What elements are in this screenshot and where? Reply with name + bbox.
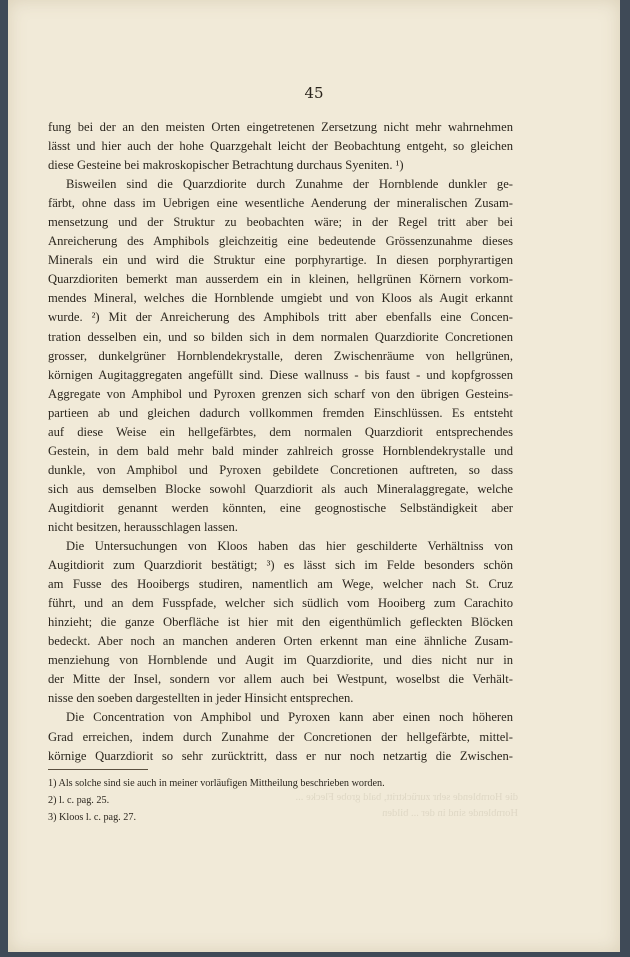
text-line: hinzieht; die ganze Oberfläche ist hier mit den eigenthümlich gefleckten Blöcken [48,615,513,630]
text-line: Die Untersuchungen von Kloos haben das hier geschilderte Verhältniss von [66,539,513,554]
text-line: sich aus demselben Blocke sowohl Quarzdiorit als auch Mineralaggregate, welche [48,481,513,496]
text-line: Quarzdioriten bemerkt man ausserdem ein in kleinen, hellgrünen Körnern vorkom- [48,272,513,287]
bleed-line: Hornblende sind in der ... bilden [382,808,518,819]
text-line: Gestein, in dem bald mehr bald minder zahlreich grosse Hornblendekrystalle und [48,443,513,458]
text-line: Die Concentration von Amphibol und Pyroxen kann aber einen noch höheren [66,710,513,725]
footnote: 2) l. c. pag. 25. [48,795,110,806]
text-line: grosser, dunkelgrüner Hornblendekrystalle, deren Zwischenräume von hellgrünen, [48,348,513,363]
text-line: partieen ab und gleichen dadurch vollkommen fremden Einschlüssen. Es entsteht [48,405,513,420]
text-line: Aggregate von Amphibol und Pyroxen grenzen sich scharf von den übrigen Gesteins- [48,386,513,401]
text-line: lässt und hier auch der hohe Quarzgehalt leicht der Beobachtung entgeht, so gleichen [48,139,513,154]
text-line: wurde. ²) Mit der Anreicherung des Amphibols tritt aber ebenfalls eine Concen- [48,310,513,325]
text-line: diese Gesteine bei makroskopischer Betrachtung durchaus Syeniten. ¹) [48,158,404,173]
text-line: Minerals ein und wird die Struktur eine porphyrartige. In diesen porphyrartigen [48,253,513,268]
text-line: körnigen Augitaggregaten angefüllt sind. Diese wallnuss - bis faust - und kopfgrossen [48,367,513,382]
footnote: 1) Als solche sind sie auch in meiner vorläufigen Mittheilung beschrieben worden. [48,778,385,789]
body-text [48,118,513,766]
text-line: Grad erreichen, indem durch Zunahme der Concretionen der hellgefärbte, mittel- [48,729,513,744]
bleed-line: die Hornblende sehr zurücktritt, bald grobe Flecke ... [295,792,518,803]
text-line: färbt, ohne dass im Uebrigen eine wesentliche Aenderung der mineralischen Zusam- [48,196,513,211]
text-line: Bisweilen sind die Quarzdiorite durch Zunahme der Hornblende dunkler ge- [66,177,513,192]
text-line: menziehung von Hornblende und Augit im Quarzdiorite, und dies nicht nur in [48,653,513,668]
footnote-divider [48,769,148,770]
text-line: Anreicherung des Amphibols gleichzeitig eine bedeutende Grössenzunahme dieses [48,234,513,249]
text-line: der Mitte der Insel, sondern vor allem auch bei Westpunt, woselbst die Verhält- [48,672,513,687]
text-line: bedeckt. Aber noch an manchen anderen Orten erkennt man eine ähnliche Zusam- [48,634,513,649]
text-line: mendes Mineral, welches die Hornblende umgiebt und von Kloos als Augit erkannt [48,291,513,306]
text-line: körnige Quarzdiorit so sehr zurücktritt, dass er nur noch netzartig die Zwischen- [48,748,513,763]
text-line: nicht besitzen, herausschlagen lassen. [48,519,238,534]
footnote: 3) Kloos l. c. pag. 27. [48,812,136,823]
text-line: auf diese Weise ein hellgefärbtes, dem normalen Quarzdiorit entsprechendes [48,424,513,439]
text-line: dunkle, von Amphibol und Pyroxen gebildete Concretionen auftreten, so dass [48,462,513,477]
text-line: Augitdiorit zum Quarzdiorit bestätigt; ³) es lässt sich im Felde besonders schön [48,558,513,573]
text-line: Augitdiorit genannt werden könnten, eine geognostische Selbständigkeit aber [48,500,513,515]
footnotes [48,775,513,826]
text-line: führt, und an dem Fusspfade, welcher sich südlich vom Hooiberg zum Carachito [48,596,513,611]
text-line: mensetzung und der Struktur zu beobachten wäre; in der Regel tritt aber bei [48,215,513,230]
text-line: nisse den soeben dargestellten in jeder Hinsicht entsprechen. [48,691,354,706]
page-number: 45 [304,84,324,102]
text-line: am Fusse des Hooibergs studiren, namentlich am Wege, welcher nach St. Cruz [48,577,513,592]
text-line: tration desselben ein, und so bilden sich in dem normalen Quarzdiorite Concretionen [48,329,513,344]
text-line: fung bei der an den meisten Orten eingetretenen Zersetzung nicht mehr wahrnehmen [48,120,513,134]
book-page [8,0,620,952]
